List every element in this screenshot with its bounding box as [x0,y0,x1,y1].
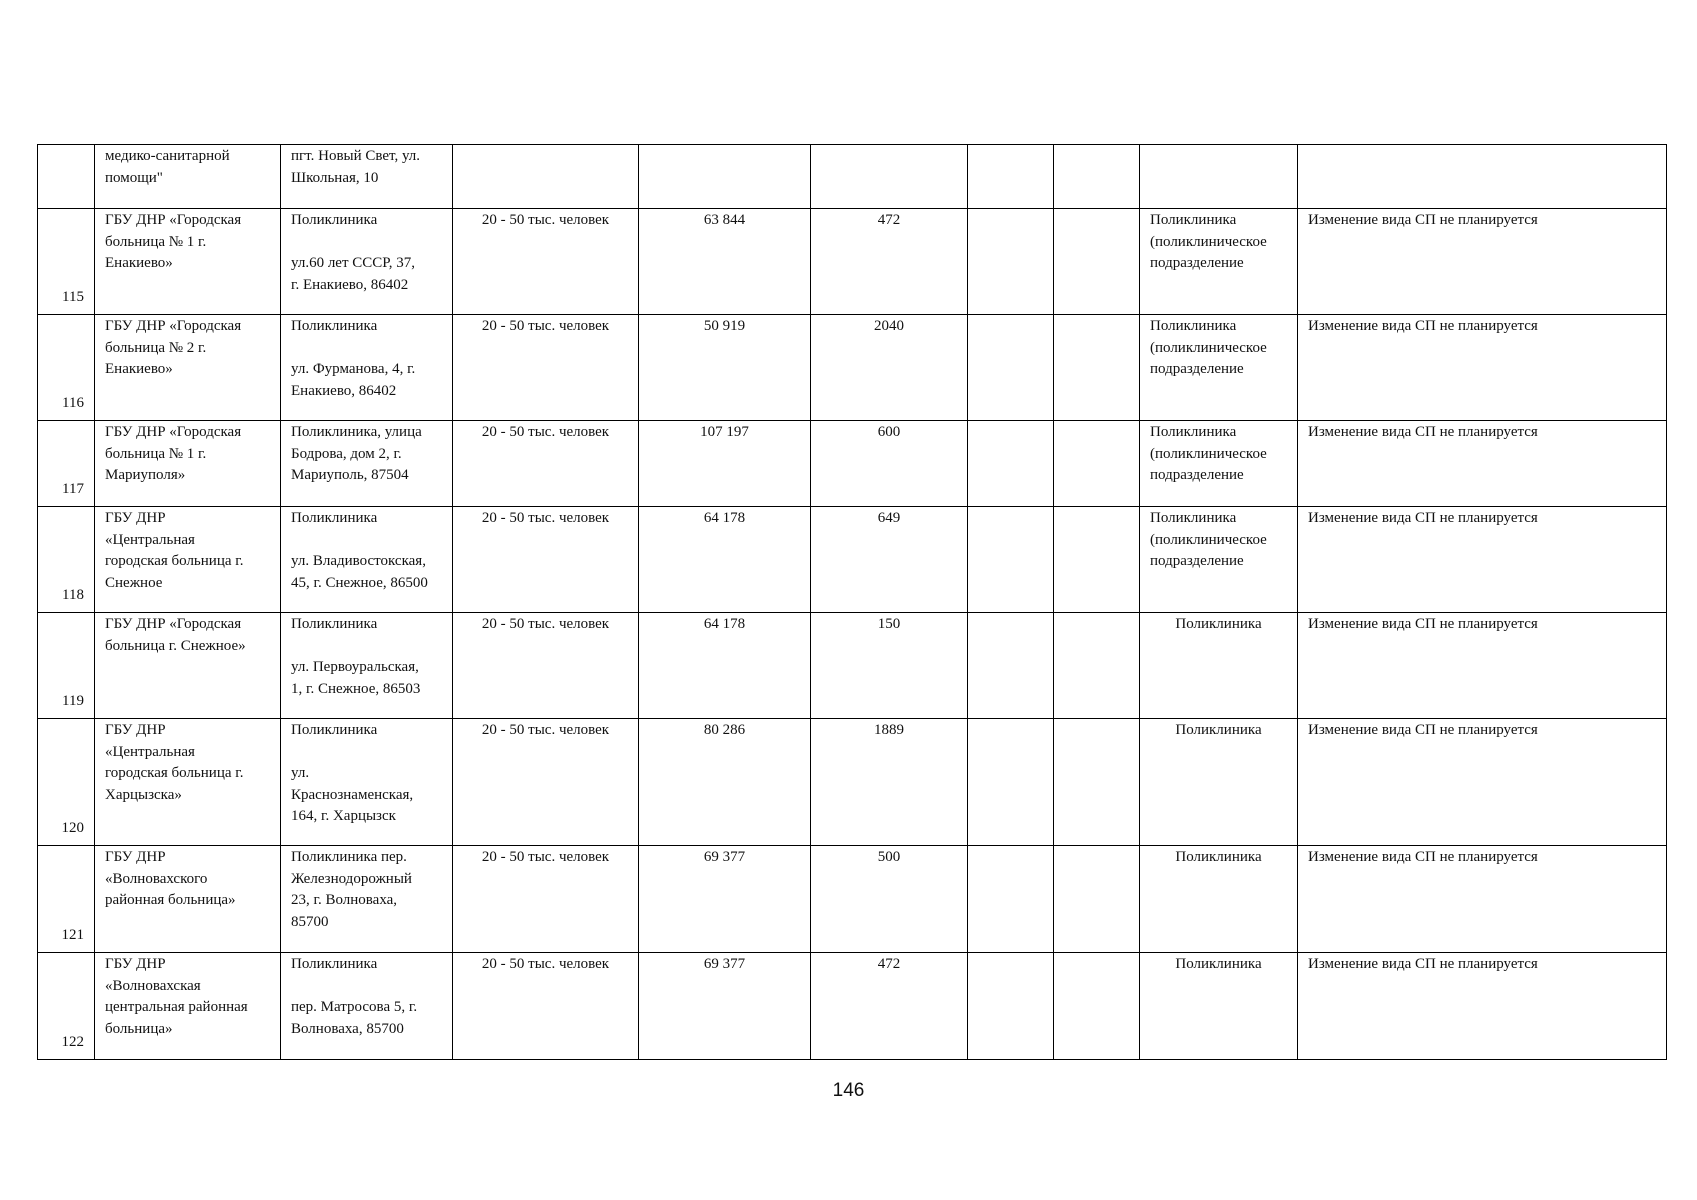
empty-cell [1054,421,1140,507]
empty-cell [1054,315,1140,421]
organization-cell: ГБУ ДНР «Волновахская центральная районная больница» [95,953,281,1060]
plan-cell: Изменение вида СП не планируется [1298,613,1667,719]
address-cell: Поликлиника ул. Краснознаменская, 164, г. Харцызск [281,719,453,846]
empty-cell [968,507,1054,613]
unit-type-cell: Поликлиника (поликлиническое подразделение [1140,209,1298,315]
unit-type-cell: Поликлиника (поликлиническое подразделение [1140,507,1298,613]
empty-cell [1054,846,1140,953]
capacity-cell [811,145,968,209]
population-category-cell [453,145,639,209]
facilities-table [37,144,1667,1060]
population-cell: 69 377 [639,953,811,1060]
plan-cell: Изменение вида СП не планируется [1298,953,1667,1060]
empty-cell [968,145,1054,209]
plan-cell [1298,145,1667,209]
unit-type-cell: Поликлиника [1140,953,1298,1060]
table-row [38,209,1667,315]
empty-cell [968,315,1054,421]
empty-cell [968,719,1054,846]
row-number: 122 [38,953,95,1060]
page-number: 146 [832,1080,865,1101]
organization-cell: ГБУ ДНР «Городская больница № 1 г. Мариуполя» [95,421,281,507]
capacity-cell: 150 [811,613,968,719]
population-cell: 63 844 [639,209,811,315]
empty-cell [1054,613,1140,719]
population-category-cell: 20 - 50 тыс. человек [453,953,639,1060]
population-cell: 107 197 [639,421,811,507]
plan-cell: Изменение вида СП не планируется [1298,315,1667,421]
organization-cell: ГБУ ДНР «Городская больница № 2 г. Енакиево» [95,315,281,421]
population-category-cell: 20 - 50 тыс. человек [453,209,639,315]
unit-type-cell: Поликлиника [1140,613,1298,719]
address-cell: Поликлиника, улица Бодрова, дом 2, г. Мариуполь, 87504 [281,421,453,507]
address-cell: Поликлиника ул. Фурманова, 4, г. Енакиево, 86402 [281,315,453,421]
table-row [38,719,1667,846]
unit-type-cell: Поликлиника (поликлиническое подразделение [1140,421,1298,507]
row-number: 115 [38,209,95,315]
unit-type-cell: Поликлиника [1140,846,1298,953]
population-category-cell: 20 - 50 тыс. человек [453,315,639,421]
capacity-cell: 472 [811,209,968,315]
organization-cell: ГБУ ДНР «Волновахского районная больница» [95,846,281,953]
population-category-cell: 20 - 50 тыс. человек [453,613,639,719]
plan-cell: Изменение вида СП не планируется [1298,719,1667,846]
population-cell: 80 286 [639,719,811,846]
table-row [38,846,1667,953]
row-number: 117 [38,421,95,507]
empty-cell [1054,507,1140,613]
table-row [38,315,1667,421]
population-category-cell: 20 - 50 тыс. человек [453,507,639,613]
population-cell: 69 377 [639,846,811,953]
unit-type-cell: Поликлиника [1140,719,1298,846]
row-number: 119 [38,613,95,719]
table-row [38,421,1667,507]
address-cell: Поликлиника пер. Железнодорожный 23, г. Волноваха, 85700 [281,846,453,953]
capacity-cell: 472 [811,953,968,1060]
capacity-cell: 1889 [811,719,968,846]
empty-cell [968,421,1054,507]
population-cell: 64 178 [639,507,811,613]
capacity-cell: 649 [811,507,968,613]
plan-cell: Изменение вида СП не планируется [1298,507,1667,613]
empty-cell [1054,953,1140,1060]
row-number [38,145,95,209]
row-number: 118 [38,507,95,613]
row-number: 116 [38,315,95,421]
table-row [38,507,1667,613]
address-cell: Поликлиника пер. Матросова 5, г. Волноваха, 85700 [281,953,453,1060]
unit-type-cell [1140,145,1298,209]
empty-cell [1054,719,1140,846]
capacity-cell: 2040 [811,315,968,421]
organization-cell: ГБУ ДНР «Городская больница № 1 г. Енакиево» [95,209,281,315]
empty-cell [1054,145,1140,209]
population-category-cell: 20 - 50 тыс. человек [453,719,639,846]
empty-cell [968,846,1054,953]
address-cell: Поликлиника ул. Владивостокская, 45, г. Снежное, 86500 [281,507,453,613]
empty-cell [968,613,1054,719]
plan-cell: Изменение вида СП не планируется [1298,209,1667,315]
population-cell: 50 919 [639,315,811,421]
organization-cell: медико-санитарной помощи" [95,145,281,209]
unit-type-cell: Поликлиника (поликлиническое подразделение [1140,315,1298,421]
organization-cell: ГБУ ДНР «Центральная городская больница г. Харцызска» [95,719,281,846]
organization-cell: ГБУ ДНР «Центральная городская больница г. Снежное [95,507,281,613]
plan-cell: Изменение вида СП не планируется [1298,421,1667,507]
population-cell [639,145,811,209]
address-cell: Поликлиника ул. Первоуральская, 1, г. Снежное, 86503 [281,613,453,719]
empty-cell [968,953,1054,1060]
empty-cell [968,209,1054,315]
capacity-cell: 500 [811,846,968,953]
population-cell: 64 178 [639,613,811,719]
empty-cell [1054,209,1140,315]
address-cell: пгт. Новый Свет, ул. Школьная, 10 [281,145,453,209]
table-row [38,953,1667,1060]
organization-cell: ГБУ ДНР «Городская больница г. Снежное» [95,613,281,719]
row-number: 121 [38,846,95,953]
address-cell: Поликлиника ул.60 лет СССР, 37, г. Енакиево, 86402 [281,209,453,315]
population-category-cell: 20 - 50 тыс. человек [453,421,639,507]
population-category-cell: 20 - 50 тыс. человек [453,846,639,953]
plan-cell: Изменение вида СП не планируется [1298,846,1667,953]
table-row [38,145,1667,209]
row-number: 120 [38,719,95,846]
table-row [38,613,1667,719]
capacity-cell: 600 [811,421,968,507]
